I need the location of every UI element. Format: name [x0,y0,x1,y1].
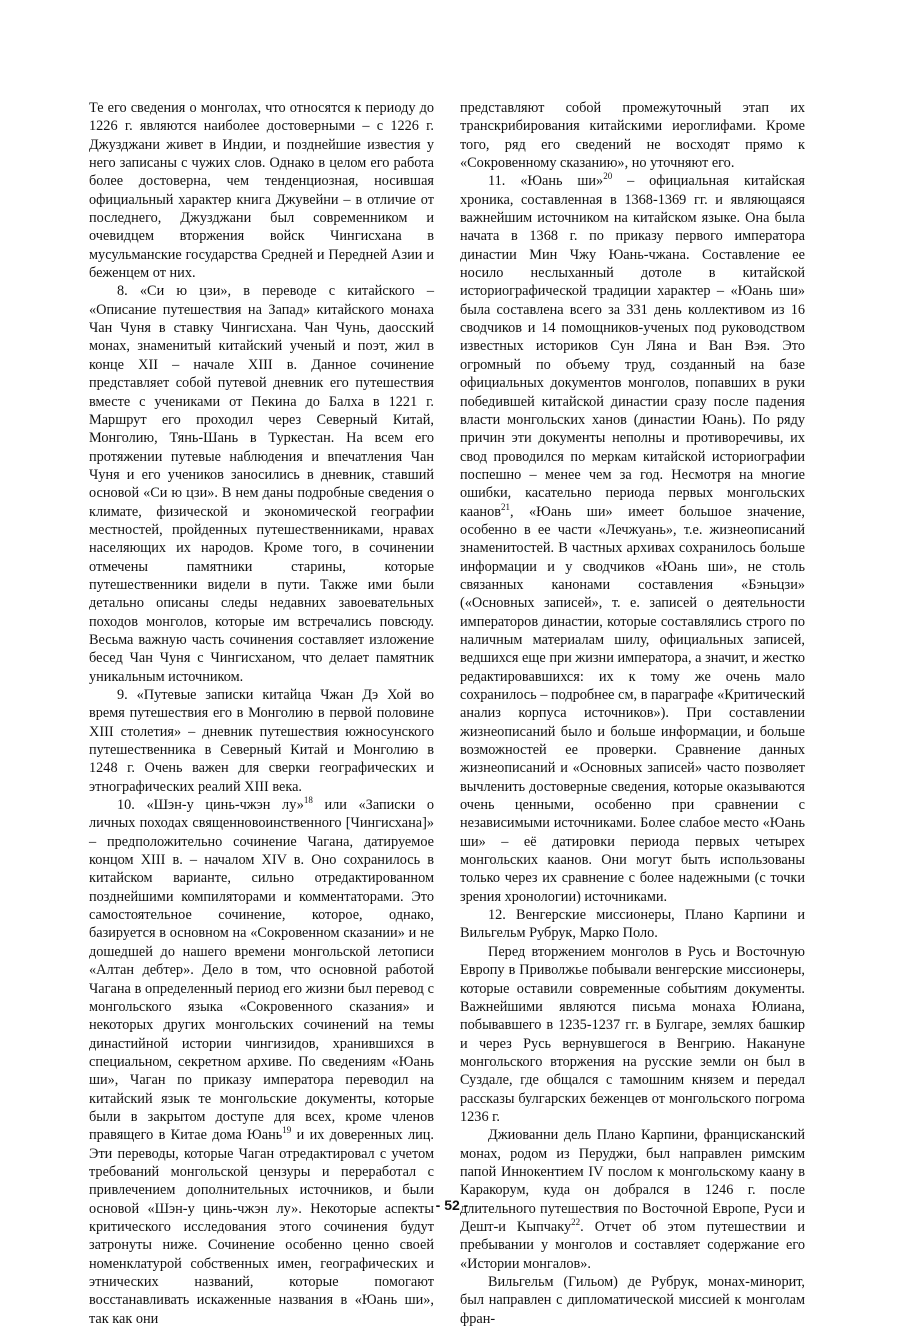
text-run: – официальная китайская хроника, составленная в 1368-1369 гг. и являющаяся важнейшим источником на китайском языке. Она была начата в 1368 г. по приказу первого императора династии Мин Чжу Юань-чжана. Составление ее носило неслыханный дотоле в китайской историографической традиции характер – «Юань ши» была составлена всего за 331 день коллективом из 16 сводчиков и 14 помощников-ученых под руководством известных историков Сун Ляна и Ван Вэя. Это огромный по объему труд, созданный на базе официальных документов монголов, попавших в руки победившей китайской династии сразу после падения власти монгольских ханов (династии Юань). По ряду причин эти документы неполны и противоречивы, их свод проводился по меркам китайской историографии поспешно – менее чем за год. Несмотря на многие ошибки, касательно периода первых монгольских каанов [460,173,805,520]
text-run: , «Юань ши» имеет большое значение, особенно в ее части «Лечжуань», т.е. жизнеописаний знаменитостей. В частных архивах сохранилось больше информации и у сводчиков «Юань ши», не столь связанных канонами составления «Бэньцзи» («Основных записей», т. е. записей о деятельности императоров династии, которые составлялись строго по наличным материалам шилу, официальных записей, ведшихся еще при жизни императора, а значит, и жестко редактировавшихся: их к тому же очень мало сохранилось – подробнее см, в параграфе «Критический анализ корпуса источников»). При составлении жизнеописаний было и больше информации, и больше возможностей ее проверки. Сравнение данных жизнеописаний и «Основных записей» часто позволяет вычленить достоверные сведения, которые оказываются очень ценными, особенно при сравнении с независимыми источниками. Более слабое место «Юань ши» – её датировки периода первых четырех монгольских каанов. Они могут быть использованы только через их сравнение с более надежными (с точки зрения хронологии) источниками. [460,503,805,905]
text-run: 10. «Шэн-у цинь-чжэн лу» [117,797,304,814]
footnote-ref-21: 21 [500,501,510,512]
paragraph-zhang-de-hoi: 9. «Путевые записки китайца Чжан Дэ Хой во время путешествия его в Монголию в первой половине XIII столетия» – дневник путешествия южносунского путешественника в Северный Китай и Монголию в 1248 г. Очень важен для сверки географических и этнографических реалий XIII века. [89,687,434,795]
right-column [460,99,805,1328]
paragraph-missionaries-heading: 12. Венгерские миссионеры, Плано Карпини и Вильгельм Рубрук, Марко Поло. [460,907,805,942]
paragraph-yuan-shi [460,172,805,906]
text-run: . Отчет об этом путешествии и пребывании у монголов и составляет содержание его «Истории монгалов». [460,1218,805,1272]
text-run: Джиованни дель Плано Карпини, францисканский монах, родом из Перуджи, был направлен римским папой Иннокентием IV послом к монгольскому каану в Каракорум, куда он добрался в 1246 г. после длительного путешествия по Восточной Европе, Руси и Дешт-и Кыпчаку [460,1127,805,1235]
paragraph-si-yu-tszi: 8. «Си ю цзи», в переводе с китайского – «Описание путешествия на Запад» китайского монаха Чан Чуня в ставку Чингисхана. Чан Чунь, даосский монах, знаменитый китайский ученый и поэт, жил в конце XII – начале XIII в. Данное сочинение представляет собой путевой дневник его путешествия вместе с учениками от Пекина до Балха в 1221 г. Маршрут его проходил через Северный Китай, Монголию, Тянь-Шань в Туркестан. На всем его протяжении путевые наблюдения и впечатления Чан Чуня и его учеников заносились в дневник, ставший основой «Си ю цзи». В нем даны подробные сведения о климате, физической и экономической географии местностей, пройденных путешественниками, нравах населяющих их народов. Кроме того, в сочинении отмечены памятники старины, которые путешественники видели в пути. Также ими были детально описаны следы недавних завоевательных походов монголов, которые им встречались повсюду. Весьма важную часть сочинения составляет изложение бесед Чан Чуня с Чингисханом, что делает памятник уникальным источником. [89,283,434,685]
footnote-ref-18: 18 [303,795,313,806]
text-run: 11. «Юань ши» [488,173,604,190]
paragraph-rubruk: Вильгельм (Гильом) де Рубрук, монах-минорит, был направлен с дипломатической миссией к монголам фран- [460,1274,805,1327]
paragraph-continuation: Те его сведения о монголах, что относятся к периоду до 1226 г. являются наиболее достоверными – с 1226 г. Джузджани живет в Индии, и позднейшие известия у него записаны с чужих слов. Однако в целом его работа более достоверна, чем тенденциозная, носившая официальный характер книга Джувейни – в отличие от последнего, Джузджани был современником и очевидцем вторжения войск Чингисхана в мусульманские государства Средней и Передней Азии и беженцем от них. [89,100,434,282]
page-number: - 52 - [435,1197,469,1213]
text-run: или «Записки о личных походах священновоинственного [Чингисхана]» – предположительно сочинение Чагана, датируемое концом XIII в. – началом XIV в. Оно сохранилось в китайском варианте, сильно отредактированном позднейшими компиляторами и комментаторами. Это самостоятельное сочинение, которое, однако, базируется в основном на «Сокровенном сказании» и не дошедшей до нашего времени монгольской летописи «Алтан дебтер». Дело в том, что основной работой Чагана в определенный период его жизни был перевод с монгольского языка «Сокровенного сказания» и некоторых других монгольских сочинений на темы династийной истории чингизидов, хранившихся в специальном, секретном архиве. По сведениям «Юань ши», Чаган по приказу императора переводил на китайский язык те монгольские документы, которые были в закрытом доступе для всех, кроме членов правящего в Китае дома Юань [89,797,434,1144]
footnote-ref-20: 20 [603,171,613,182]
paragraph-hungarian-missionaries: Перед вторжением монголов в Русь и Восточную Европу в Приволжье побывали венгерские миссионеры, которые оставили современные событиям документы. Важнейшими являются письма монаха Юлиана, побывавшего в 1235-1237 гг. в Булгаре, землях башкир и через Русь вернувшегося в Венгрию. Накануне монгольского вторжения на русские земли он был в Суздале, где общался с тамошним князем и передал рассказы булгарских беженцев от монгольского погрома 1236 г. [460,943,805,1125]
footnote-ref-22: 22 [571,1217,581,1228]
paragraph-shen-u [89,796,434,1328]
footnote-ref-19: 19 [282,1125,292,1136]
text-run: и их доверенных лиц. Эти переводы, которые Чаган отредактировал с учетом требований монгольской цензуры и переработал с привлечением дополнительных источников, и были основой «Шэн-у цинь-чжэн лу». Некоторые аспекты критического исследования этого сочинения будут затронуты ниже. Сочинение особенно ценно своей номенклатурой собственных имен, географических и этнических названий, которые помогают восстанавливать искаженные названия в «Юань ши», так как они [89,1127,434,1327]
left-column [89,99,434,1328]
paragraph-continuation: представляют собой промежуточный этап их транскрибирования китайскими иероглифами. Кроме того, ряд его сведений не восходят прямо к «Сокровенному сказанию», но уточняют его. [460,100,805,172]
